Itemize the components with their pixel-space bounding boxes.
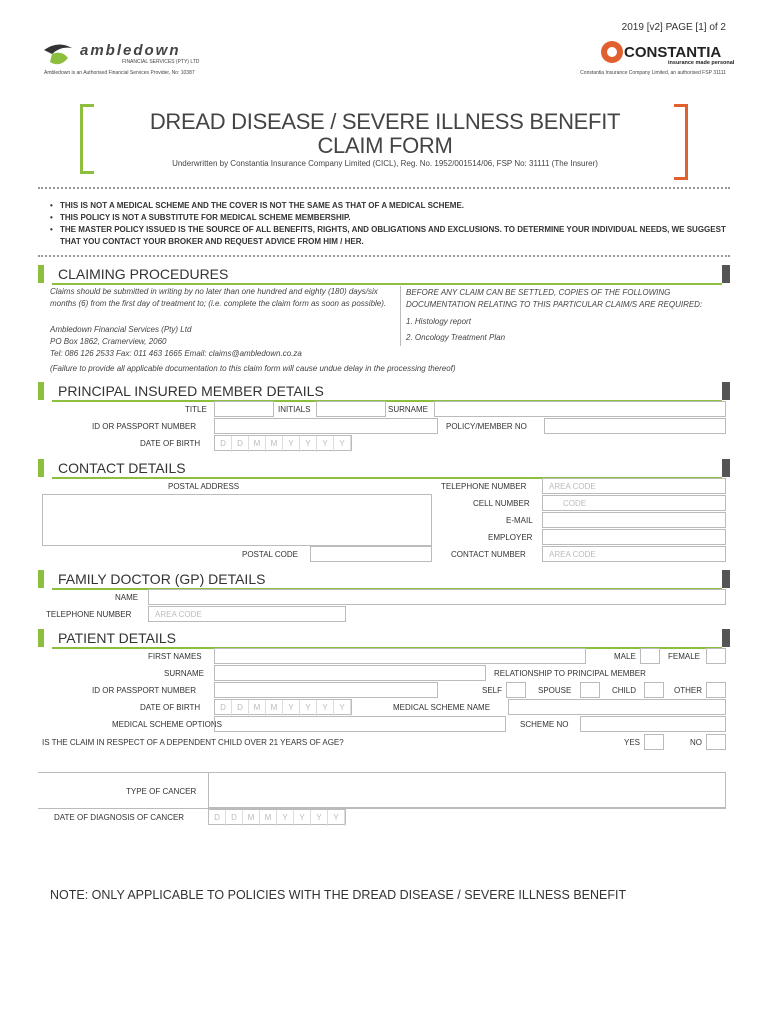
- diagnosis-date-label: DATE OF DIAGNOSIS OF CANCER: [54, 813, 185, 822]
- constantia-fsp: Constantia Insurance Company Limited, an authorised FSP 31111: [580, 70, 726, 76]
- initials-label: INITIALS: [278, 405, 311, 414]
- id-label: ID OR PASSPORT NUMBER: [92, 686, 197, 695]
- title-label: TITLE: [185, 405, 207, 414]
- notice-item: • THE MASTER POLICY ISSUED IS THE SOURCE OF ALL BENEFITS, RIGHTS, AND OBLIGATIONS AND EXCLUSIONS. TO DETERMINE YOUR INDIVIDUAL NEEDS, WE SUGGEST THAT YOU CONTACT YOUR BROKER AND REQUEST ADVICE FROM HIM / HER.: [50, 224, 730, 248]
- claiming-addr1: Ambledown Financial Services (Pty) Ltd: [50, 325, 192, 334]
- spouse-label: SPOUSE: [538, 686, 572, 695]
- contact-title: CONTACT DETAILS: [58, 460, 186, 476]
- doc-item: 2. Oncology Treatment Plan: [406, 333, 506, 342]
- no-checkbox[interactable]: [706, 734, 726, 750]
- notice-list: [50, 200, 730, 248]
- scheme-no-field[interactable]: [580, 716, 726, 732]
- first-names-field[interactable]: [214, 648, 586, 664]
- claiming-title: CLAIMING PROCEDURES: [58, 266, 229, 282]
- divider: [400, 286, 401, 346]
- postal-address-field[interactable]: [42, 494, 432, 546]
- email-label: E-MAIL: [506, 516, 533, 525]
- notice-item: • THIS POLICY IS NOT A SUBSTITUTE FOR MEDICAL SCHEME MEMBERSHIP.: [50, 212, 730, 224]
- ambledown-logo-icon: [42, 40, 76, 70]
- self-label: SELF: [482, 686, 503, 695]
- tel-label: TELEPHONE NUMBER: [441, 482, 527, 491]
- first-names-label: FIRST NAMES: [148, 652, 202, 661]
- scheme-name-field[interactable]: [508, 699, 726, 715]
- constantia-tagline: insurance made personal: [668, 60, 735, 66]
- section-marker: [38, 382, 44, 400]
- ambledown-name: ambledown: [80, 42, 181, 59]
- section-end: [722, 570, 730, 588]
- yes-label: YES: [624, 738, 641, 747]
- section-end: [722, 382, 730, 400]
- principal-title: PRINCIPAL INSURED MEMBER DETAILS: [58, 383, 324, 399]
- claiming-contact: Tel: 086 126 2533 Fax: 011 463 1665 Email: claims@ambledown.co.za: [50, 349, 302, 358]
- child-checkbox[interactable]: [644, 682, 664, 698]
- section-end: [722, 629, 730, 647]
- other-checkbox[interactable]: [706, 682, 726, 698]
- claiming-addr2: PO Box 1862, Cramerview, 2060: [50, 337, 167, 346]
- section-marker: [38, 459, 44, 477]
- dob-label: DATE OF BIRTH: [140, 703, 201, 712]
- employer-label: EMPLOYER: [488, 533, 533, 542]
- claiming-left-text: Claims should be submitted in writing by no later than one hundred and eighty (180) days/six months (6) from the first day of treatment to; (i.e. complete the claim form as soon as possible).: [50, 287, 387, 308]
- ambledown-fsp: Ambledown is an Authorised Financial Services Provider, No: 10387: [44, 70, 195, 76]
- postal-code-label: POSTAL CODE: [242, 550, 299, 559]
- dob-label: DATE OF BIRTH: [140, 439, 201, 448]
- policy-field[interactable]: [544, 418, 726, 434]
- section-marker: [38, 629, 44, 647]
- contact-number-label: CONTACT NUMBER: [451, 550, 526, 559]
- dob-field[interactable]: D D M M Y Y Y Y: [214, 699, 352, 715]
- gp-name-field[interactable]: [148, 589, 726, 605]
- employer-field[interactable]: [542, 529, 726, 545]
- female-checkbox[interactable]: [706, 648, 726, 664]
- constantia-name: CONSTANTIA: [624, 44, 722, 61]
- male-checkbox[interactable]: [640, 648, 660, 664]
- gp-tel-field[interactable]: AREA CODE: [148, 606, 346, 622]
- divider: [38, 808, 726, 809]
- scheme-no-label: SCHEME NO: [520, 720, 569, 729]
- contact-number-field[interactable]: AREA CODE: [542, 546, 726, 562]
- email-field[interactable]: [542, 512, 726, 528]
- child-label: CHILD: [612, 686, 637, 695]
- surname-field[interactable]: [434, 401, 726, 417]
- postal-label: POSTAL ADDRESS: [168, 482, 240, 491]
- notice-item: • THIS IS NOT A MEDICAL SCHEME AND THE COVER IS NOT THE SAME AS THAT OF A MEDICAL SCHEME.: [50, 200, 730, 212]
- gp-name-label: NAME: [115, 593, 139, 602]
- form-title: DREAD DISEASE / SEVERE ILLNESS BENEFIT CLAIM FORM: [149, 109, 621, 158]
- surname-field[interactable]: [214, 665, 486, 681]
- section-end: [722, 459, 730, 477]
- right-bracket: [674, 104, 688, 180]
- underwritten-text: Underwritten by Constantia Insurance Company Limited (CICL), Reg. No. 1952/001514/06, FSP No: 31111 (The Insurer): [172, 159, 598, 168]
- id-field[interactable]: [214, 682, 438, 698]
- section-line: [52, 283, 722, 285]
- cancer-type-field[interactable]: [208, 772, 726, 808]
- diagnosis-date-field[interactable]: D D M M Y Y Y Y: [208, 809, 346, 825]
- section-marker: [38, 570, 44, 588]
- footer-note: NOTE: ONLY APPLICABLE TO POLICIES WITH THE DREAD DISEASE / SEVERE ILLNESS BENEFIT: [50, 888, 627, 902]
- scheme-options-field[interactable]: [214, 716, 506, 732]
- cancer-type-label: TYPE OF CANCER: [126, 787, 197, 796]
- doc-item: 1. Histology report: [406, 317, 471, 326]
- ambledown-sub: FINANCIAL SERVICES (PTY) LTD: [122, 59, 200, 65]
- id-field[interactable]: [214, 418, 438, 434]
- divider: [38, 187, 730, 189]
- postal-code-field[interactable]: [310, 546, 432, 562]
- id-label: ID OR PASSPORT NUMBER: [92, 422, 197, 431]
- initials-field[interactable]: [316, 401, 386, 417]
- divider: [38, 255, 730, 257]
- male-label: MALE: [614, 652, 636, 661]
- other-label: OTHER: [674, 686, 702, 695]
- policy-label: POLICY/MEMBER NO: [446, 422, 527, 431]
- cell-field[interactable]: CODE: [542, 495, 726, 511]
- patient-title: PATIENT DETAILS: [58, 630, 176, 646]
- dob-field[interactable]: D D M M Y Y Y Y: [214, 435, 352, 451]
- relationship-label: RELATIONSHIP TO PRINCIPAL MEMBER: [494, 669, 646, 678]
- section-marker: [38, 265, 44, 283]
- yes-checkbox[interactable]: [644, 734, 664, 750]
- constantia-logo-icon: [600, 40, 624, 64]
- gp-tel-label: TELEPHONE NUMBER: [46, 610, 132, 619]
- self-checkbox[interactable]: [506, 682, 526, 698]
- left-bracket: [80, 104, 94, 174]
- no-label: NO: [690, 738, 702, 747]
- scheme-options-label: MEDICAL SCHEME OPTIONS: [112, 720, 222, 729]
- cell-label: CELL NUMBER: [473, 499, 530, 508]
- title-field[interactable]: [214, 401, 274, 417]
- claiming-right-text: BEFORE ANY CLAIM CAN BE SETTLED, COPIES OF THE FOLLOWING DOCUMENTATION RELATING TO THIS PARTICULAR CLAIM/S ARE REQUIRED:: [406, 288, 703, 309]
- page-info: 2019 [v2] PAGE [1] of 2: [621, 22, 726, 33]
- female-label: FEMALE: [668, 652, 701, 661]
- spouse-checkbox[interactable]: [580, 682, 600, 698]
- surname-label: SURNAME: [164, 669, 205, 678]
- tel-field[interactable]: AREA CODE: [542, 478, 726, 494]
- gp-title: FAMILY DOCTOR (GP) DETAILS: [58, 571, 266, 587]
- scheme-name-label: MEDICAL SCHEME NAME: [393, 703, 491, 712]
- dependent-question: IS THE CLAIM IN RESPECT OF A DEPENDENT CHILD OVER 21 YEARS OF AGE?: [42, 738, 344, 747]
- section-end: [722, 265, 730, 283]
- surname-label: SURNAME: [388, 405, 429, 414]
- failure-note: (Failure to provide all applicable documentation to this claim form will cause undue delay in the processing thereof): [50, 364, 456, 373]
